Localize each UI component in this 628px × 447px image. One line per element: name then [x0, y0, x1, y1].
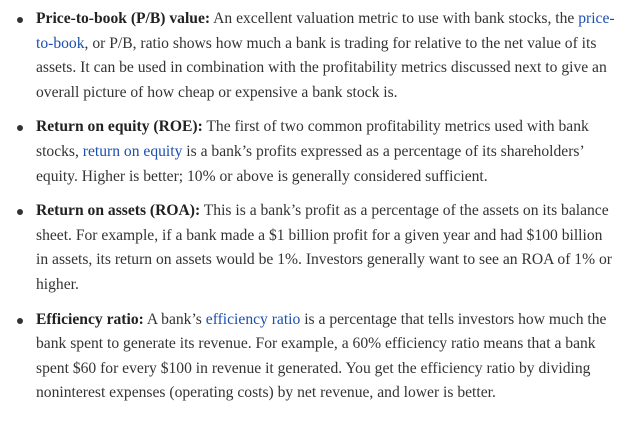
- term-return-on-equity: Return on equity (ROE):: [36, 118, 203, 136]
- article-body: [0, 7, 628, 447]
- bullet-icon: [17, 318, 23, 324]
- price-to-book-link[interactable]: price-to-book: [36, 10, 615, 52]
- list-item-return-on-equity: [0, 115, 628, 189]
- item-text-before-link: The first of two common profitability metrics used with bank stocks,: [36, 118, 589, 160]
- term-price-to-book: Price-to-book (P/B) value:: [36, 10, 211, 27]
- efficiency-ratio-link[interactable]: efficiency ratio: [205, 310, 301, 328]
- term-return-on-assets: Return on assets (ROA):: [36, 202, 201, 220]
- list-item-efficiency-ratio: [0, 308, 628, 406]
- term-efficiency-ratio: Efficiency ratio:: [36, 310, 144, 328]
- list-item-price-to-book: [0, 7, 628, 105]
- item-text-before-link: An excellent valuation metric to use with bank stocks, the: [210, 10, 579, 27]
- bank-metrics-list: [0, 7, 628, 406]
- item-text: This is a bank’s profit as a percentage of the assets on its balance sheet. For example, if a bank made a $1 billion profit for a given year and had $100 billion in assets, its return on assets would be 1%. Investors generally want to see an ROA of 1% or higher.: [36, 202, 612, 293]
- item-text-after-link: is a percentage that tells investors how much the bank spent to generate its revenue. For example, a 60% efficiency ratio means that a bank spent $60 for every $100 in revenue it generated. You get the efficiency ratio by dividing noninterest expenses (operating costs) by net revenue, and lower is better.: [36, 310, 607, 402]
- bullet-icon: [17, 125, 23, 131]
- item-text-after-link: , or P/B, ratio shows how much a bank is trading for relative to the net value of its assets. It can be used in combination with the profitability metrics discussed next to give an overall picture of how cheap or expensive a bank stock is.: [36, 34, 607, 101]
- return-on-equity-link[interactable]: return on equity: [82, 142, 183, 160]
- item-text-before-link: A bank’s: [143, 310, 206, 328]
- bullet-icon: [17, 209, 23, 215]
- item-text-after-link: is a bank’s profits expressed as a percentage of its shareholders’ equity. Higher is better; 10% or above is generally considered sufficient.: [36, 142, 584, 185]
- bullet-icon: [17, 17, 23, 23]
- list-item-return-on-assets: [0, 199, 628, 297]
